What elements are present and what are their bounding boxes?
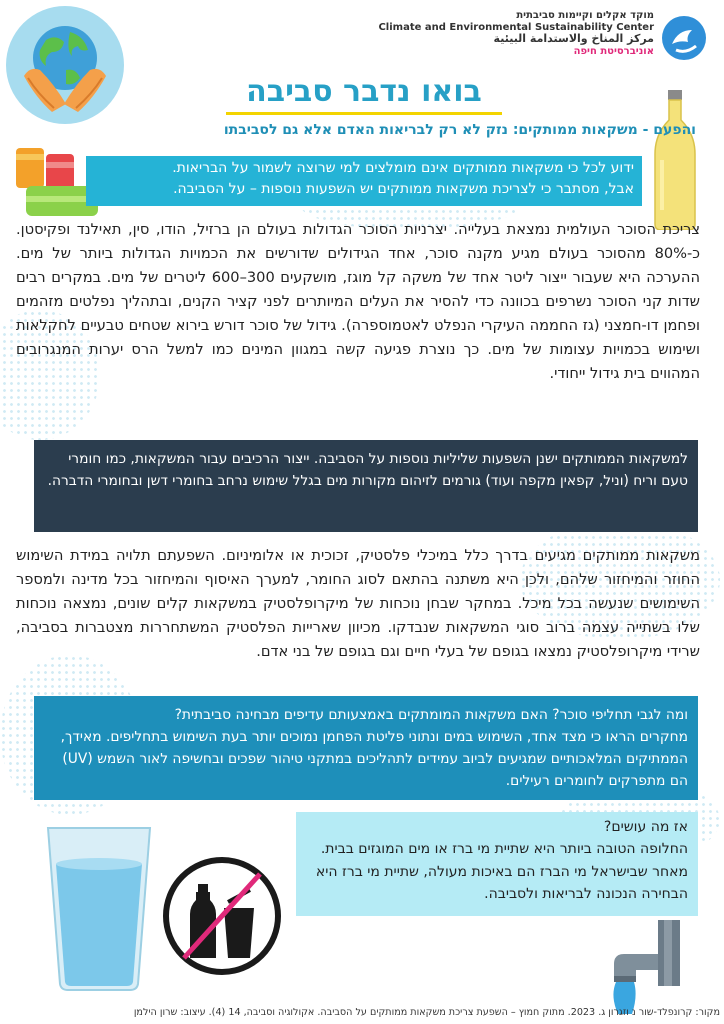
- intro-box: [86, 156, 642, 206]
- paragraph-sugar-production: צריכת הסוכר העולמית נמצאת בעלייה. יצרניות הסוכר הגדולות בעולם הן ברזיל, הודו, סין, תאילנד ופקיסטן. כ-80% מהסוכר בעולם מגיע מקנה סוכר, אחד הגידולים שדורשים את הכמויות הגדולות ביותר של מים. ההערכה היא שעבור ייצור ליטר אחד של משקה קל מוגז, מושקעים 300–600 ליטרים של מים. במקרים רבים שדות קני הסוכר נשרפים בכוונה כדי להסיר את העלים המיותרים לפני קציר הקנים, ובתהליך נפלטים מזהמים ופחמן דו-חמצני (גז החממה העיקרי הנפלט לאטמוספרה). גידול של סוכר דורש בירוא שטחים טבעיים לחקלאות ושימוש בכמויות עצומות של מים. כך נוצרת פגיעה קשה במגוון המינים כמו למשל הרס יערות המנגרובים המהווים בית גידול ייחודי.: [16, 221, 700, 383]
- additional-impacts-box: למשקאות הממותקים ישנן השפעות שליליות נוספות על הסביבה. ייצור הרכיבים עבור המשקאות, כמו חומרי טעם וריח (וניל, קפאין מקפה ועוד) גורמים לזיהום מקורות מים בגלל שימוש נרחב בחומרי דשן ובחומרי הדברה.: [34, 440, 698, 532]
- no-plastic-bottle-icon: [160, 854, 284, 978]
- university-name: אוניברסיטת חיפה: [573, 45, 654, 57]
- center-logo-icon: [662, 16, 706, 60]
- source-citation: מקור: קרונפלד-שור נ וזגרון ג. 2023. מתוק חמוץ – השפעת צריכת משקאות ממותקים על הסביבה. אקולוגיה וסביבה, 14 (4). עיצוב: שרון הילמן: [133, 1007, 720, 1018]
- globe-in-hands-illustration: [6, 6, 124, 124]
- intro-line-1: ידוע לכל כי משקאות ממותקים אינם מומלצים למי שרוצה לשמור על הבריאות.: [172, 160, 634, 176]
- what-to-do-body: החלופה הטובה ביותר היא שתיית מי ברז או מים המוגזים בבית. מאחר שבישראל מי הברז הם באיכות מעולה, שתיית מי ברז היא הבחירה הנכונה לבריאות ולסביבה.: [315, 841, 688, 903]
- water-glass-icon: [44, 824, 154, 992]
- org-name-hebrew: מוקד אקלים וקיימות סביבתית: [516, 10, 654, 21]
- substitutes-question: ומה לגבי תחליפי סוכר? האם משקאות המומתקים באמצעותם עדיפים מבחינה סביבתית?: [174, 707, 688, 723]
- org-name-arabic: مركز المناخ والاستدامة البيئية: [493, 32, 654, 45]
- sugar-substitutes-box: [34, 696, 698, 800]
- subtitle: והפעם - משקאות ממותקים: נזק לא רק לבריאות האדם אלא גם לסביבתו: [223, 122, 696, 138]
- what-to-do-heading: אז מה עושים?: [603, 819, 688, 835]
- juice-bottle-icon: [652, 90, 698, 230]
- intro-line-2: אבל, מסתבר כי לצריכת משקאות ממותקים יש השפעות נוספות – על הסביבה.: [173, 181, 634, 197]
- paragraph-packaging: משקאות ממותקים מגיעים בדרך כלל במיכלי פלסטיק, זכוכית או אלומיניום. השפעתם תלויה במידת השימוש החוזר והמיחזור שלהם, ולכן היא משתנה בהתאם לסוג החומר, למערך האיסוף והמיחזור בכל מדינה ולמספר השימושים שנעשה בכל מיכל. במחקר שבחן נוכחות של מיקרופלסטיק במשקאות קלים שונים, נמצאה נוכחות שלו בשתייה עצמה ברוב סוגי המשקאות שנבדקו. מכיוון שארייות הפלסטיק המשתחררות מצטברות בסביבה, שרידי מיקרופלסטיק נמצאו בגופם של בעלי חיים וגם בגופם של בני אדם.: [16, 547, 700, 661]
- what-to-do-box: [296, 812, 698, 916]
- globe-icon: [6, 6, 124, 124]
- water-faucet-icon: [588, 920, 698, 1014]
- university-logo-text: [378, 10, 654, 57]
- org-name-english: Climate and Environmental Sustainability Center: [378, 21, 654, 33]
- title-underline: [226, 112, 502, 115]
- page-title: בואו נדבר סביבה: [246, 74, 482, 109]
- substitutes-body: מחקרים הראו כי מצד אחד, השימוש במים ונתוני פליטת הפחמן נמוכים יותר בעת השימוש בתחליפים. מאידך, הממתיקים המלאכותיים שמגיעים לביוב עמידים לתהליכים במתקני טיהור שפכים ובחשיפה לאור השמש (UV) הם מתפרקים לחומרים רעילים.: [60, 729, 688, 790]
